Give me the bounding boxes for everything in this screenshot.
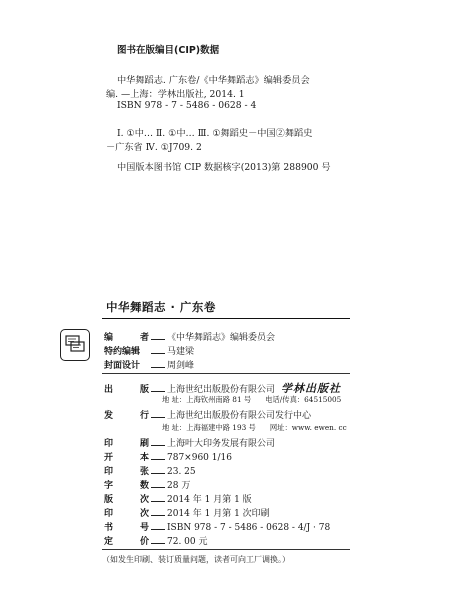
spec-label: 定 价	[104, 537, 149, 547]
publisher-name: 上海世纪出版股份有限公司	[167, 385, 276, 395]
credit-label: 封面设计	[104, 361, 141, 371]
cip-line: ISBN 978 - 7 - 5486 - 0628 - 4	[117, 100, 257, 111]
spec-label: 出 版	[104, 385, 149, 395]
cip-line: 编. —上海：学林出版社, 2014. 1	[106, 89, 245, 100]
spec-value: ISBN 978 - 7 - 5486 - 0628 - 4/J · 78	[167, 523, 331, 533]
specs-rule	[102, 549, 350, 550]
spec-label: 发 行	[104, 411, 149, 421]
credit-special-editor	[104, 344, 194, 357]
credit-cover-designer	[104, 358, 194, 371]
publisher-emblem-icon	[60, 329, 90, 361]
publisher-logo: 学林出版社	[281, 382, 342, 395]
spec-edition	[104, 492, 252, 505]
cip-line: Ⅰ. ①中… Ⅱ. ①中… Ⅲ. ①舞蹈史－中国②舞蹈史	[117, 128, 313, 139]
spec-label: 版 次	[104, 495, 149, 505]
spec-word-count	[104, 478, 190, 491]
publisher-address-line	[162, 395, 341, 405]
spec-value: 上海叶大印务发展有限公司	[167, 439, 276, 449]
spec-format	[104, 450, 232, 463]
spec-price	[104, 534, 208, 547]
book-title: 中华舞蹈志 · 广东卷	[106, 300, 216, 314]
spec-value: 787×960 1/16	[167, 453, 232, 463]
spec-printing	[104, 506, 270, 519]
spec-printer	[104, 436, 275, 449]
publisher-address: 地 址：上海钦州南路 81 号	[162, 395, 252, 404]
distributor-address: 地 址：上海福建中路 193 号	[162, 423, 256, 432]
cip-line: －广东省 Ⅳ. ①J709. 2	[106, 142, 202, 153]
spec-label: 开 本	[104, 453, 149, 463]
spec-value: 2014 年 1 月第 1 次印刷	[167, 509, 270, 519]
footnote: （如发生印刷、装订质量问题，读者可向工厂调换。）	[102, 555, 290, 564]
spec-label: 印 张	[104, 467, 149, 477]
publisher-phone: 电话/传真：64515005	[265, 395, 342, 404]
spec-label: 印 次	[104, 509, 149, 519]
distributor-name: 上海世纪出版股份有限公司发行中心	[167, 411, 312, 421]
credit-label: 特约编辑	[104, 347, 141, 357]
cip-line: 中华舞蹈志. 广东卷/《中华舞蹈志》编辑委员会	[117, 75, 310, 86]
credit-value: 马建梁	[167, 347, 195, 357]
credit-value: 周剑峰	[167, 361, 195, 371]
credit-editor	[104, 330, 275, 343]
distributor-address-line	[162, 423, 347, 433]
spec-value: 23. 25	[167, 467, 196, 477]
title-rule	[102, 318, 350, 319]
spec-isbn	[104, 520, 330, 533]
credits-rule	[102, 373, 350, 374]
credit-label: 编 者	[104, 333, 149, 343]
spec-value: 2014 年 1 月第 1 版	[167, 495, 252, 505]
distributor-row	[104, 408, 311, 421]
publisher-row	[104, 380, 341, 396]
cip-line: 中国版本图书馆 CIP 数据核字(2013)第 288900 号	[117, 162, 331, 173]
spec-label: 书 号	[104, 523, 149, 533]
spec-value: 72. 00 元	[167, 537, 208, 547]
credit-value: 《中华舞蹈志》编辑委员会	[167, 333, 276, 343]
spec-label: 字 数	[104, 481, 149, 491]
distributor-website: 网址：www. ewen. cc	[269, 423, 347, 432]
cip-heading: 图书在版编目(CIP)数据	[117, 45, 220, 56]
spec-label: 印 刷	[104, 439, 149, 449]
spec-value: 28 万	[167, 481, 191, 491]
spec-sheets	[104, 464, 196, 477]
